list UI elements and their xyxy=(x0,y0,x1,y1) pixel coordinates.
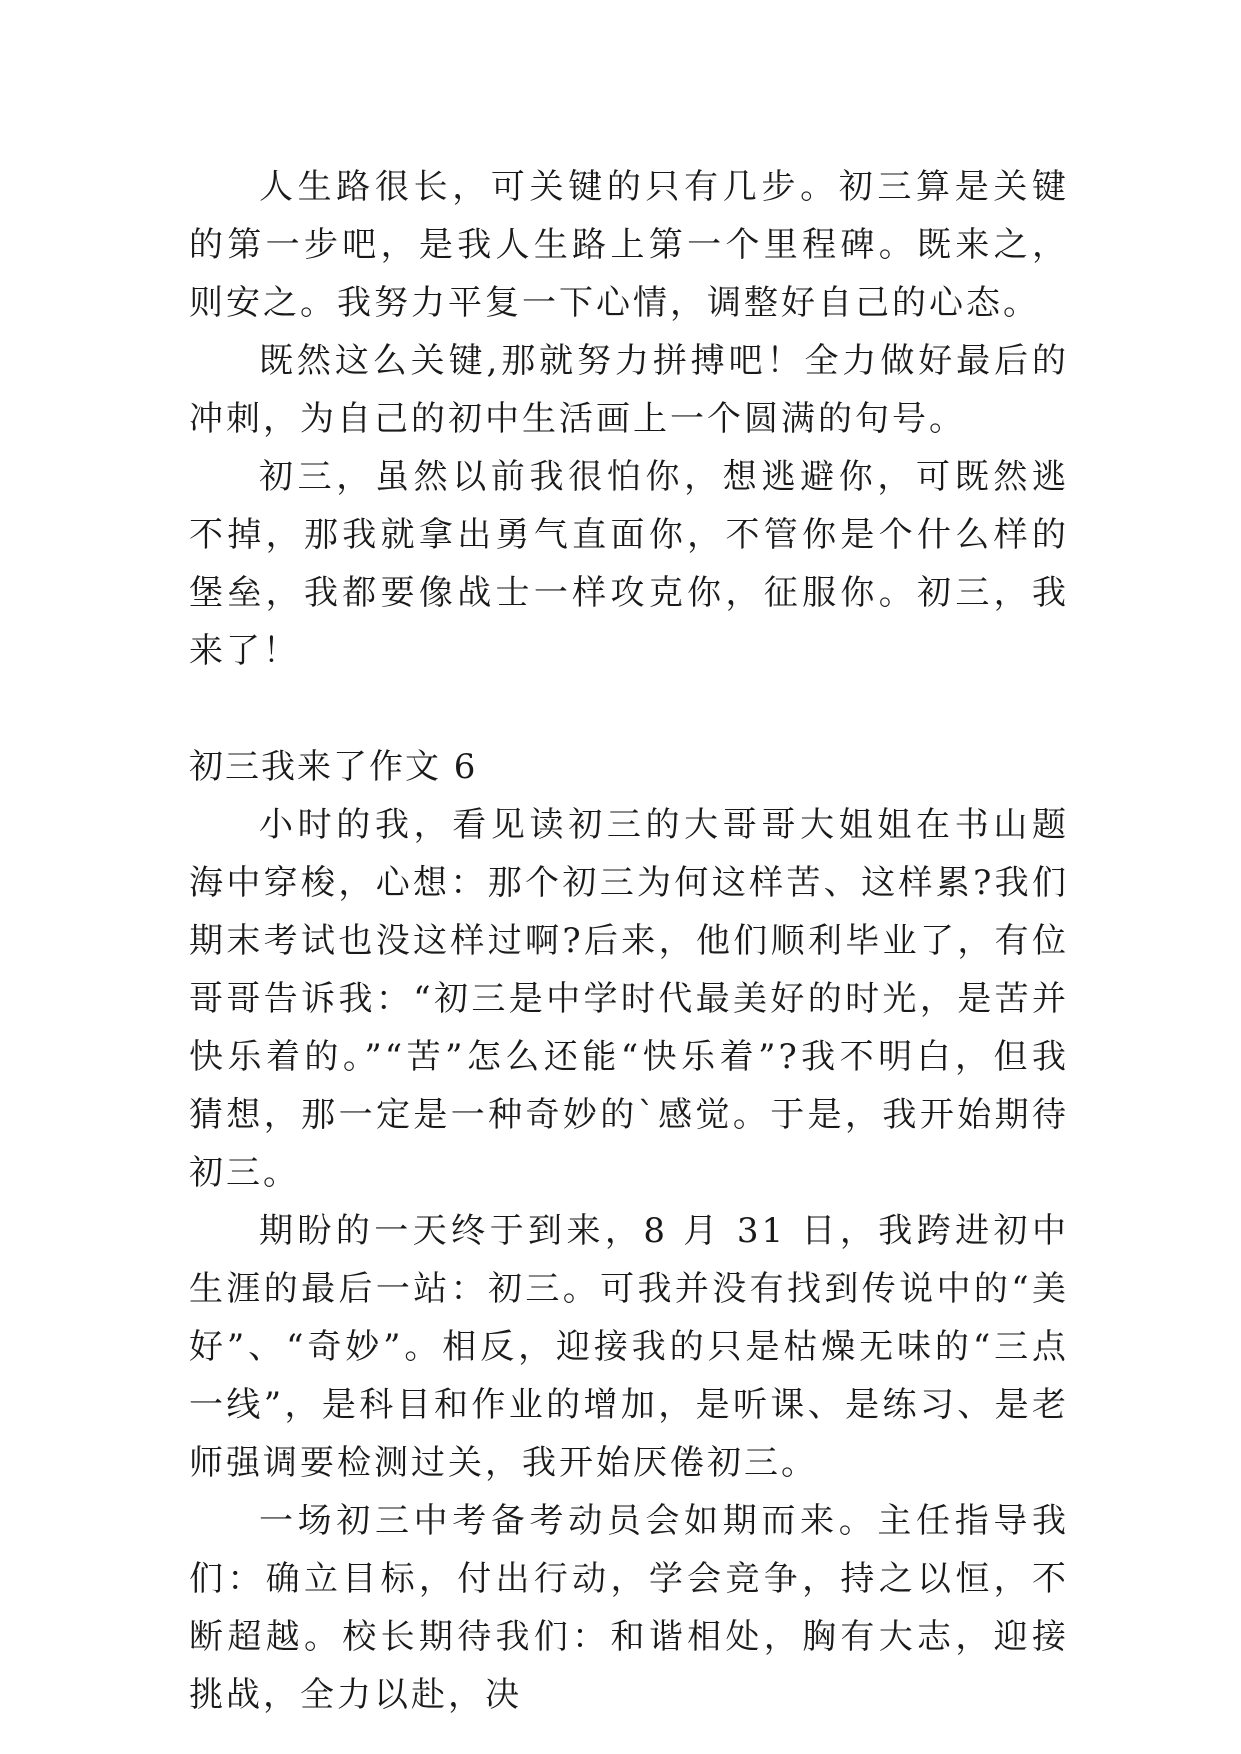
paragraph: 小时的我，看见读初三的大哥哥大姐姐在书山题海中穿梭，心想：那个初三为何这样苦、这样累?我们期末考试也没这样过啊?后来，他们顺利毕业了，有位哥哥告诉我：“初三是中学时代最美好的时光，是苦并快乐着的。”“苦”怎么还能“快乐着”?我不明白，但我猜想，那一定是一种奇妙的`感觉。于是，我开始期待初三。 xyxy=(189,805,1069,1193)
paragraph: 既然这么关键,那就努力拼搏吧！全力做好最后的冲刺，为自己的初中生活画上一个圆满的句号。 xyxy=(189,341,1069,439)
section-heading: 初三我来了作文 6 xyxy=(189,747,478,787)
paragraph: 初三，虽然以前我很怕你，想逃避你，可既然逃不掉，那我就拿出勇气直面你，不管你是个什么样的堡垒，我都要像战士一样攻克你，征服你。初三，我来了！ xyxy=(189,457,1069,671)
paragraph: 一场初三中考备考动员会如期而来。主任指导我们：确立目标，付出行动，学会竞争，持之以恒，不断超越。校长期待我们：和谐相处，胸有大志，迎接挑战，全力以赴，决 xyxy=(189,1501,1069,1715)
paragraph: 人生路很长，可关键的只有几步。初三算是关键的第一步吧，是我人生路上第一个里程碑。既来之，则安之。我努力平复一下心情，调整好自己的心态。 xyxy=(189,167,1069,323)
paragraph: 期盼的一天终于到来，8 月 31 日，我跨进初中生涯的最后一站：初三。可我并没有找到传说中的“美好”、“奇妙”。相反，迎接我的只是枯燥无味的“三点一线”，是科目和作业的增加，是听课、是练习、是老师强调要检测过关，我开始厌倦初三。 xyxy=(189,1211,1069,1483)
document-body xyxy=(189,158,1069,1724)
